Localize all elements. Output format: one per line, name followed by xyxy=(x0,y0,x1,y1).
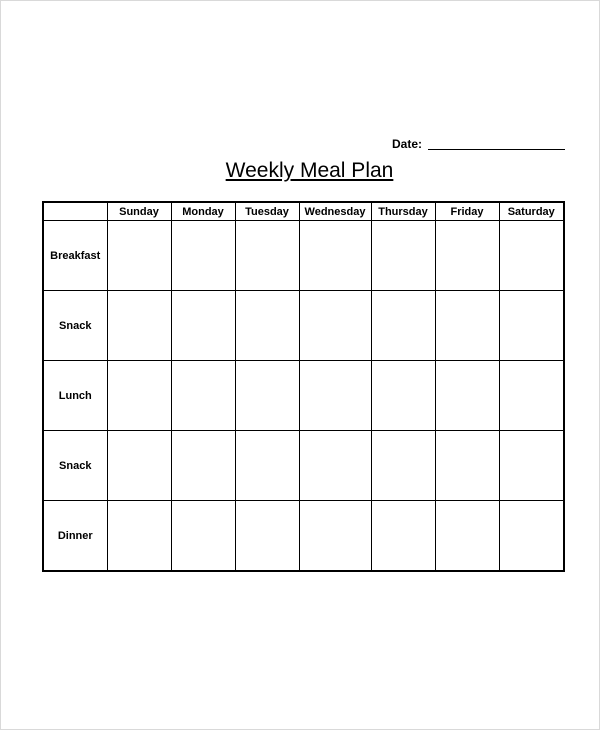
meal-cell[interactable] xyxy=(299,501,371,572)
corner-cell xyxy=(43,202,107,221)
date-blank-line[interactable] xyxy=(428,149,565,150)
meal-cell[interactable] xyxy=(499,291,564,361)
meal-cell[interactable] xyxy=(171,501,235,572)
day-header-thursday: Thursday xyxy=(371,202,435,221)
table-row xyxy=(43,291,564,361)
meal-cell[interactable] xyxy=(235,361,299,431)
meal-cell[interactable] xyxy=(435,221,499,291)
meal-cell[interactable] xyxy=(171,221,235,291)
meal-cell[interactable] xyxy=(299,431,371,501)
meal-cell[interactable] xyxy=(299,291,371,361)
header-row xyxy=(43,202,564,221)
meal-label-snack-2: Snack xyxy=(43,431,107,501)
meal-cell[interactable] xyxy=(107,291,171,361)
meal-cell[interactable] xyxy=(499,221,564,291)
meal-cell[interactable] xyxy=(371,221,435,291)
meal-cell[interactable] xyxy=(299,221,371,291)
table-row xyxy=(43,361,564,431)
meal-cell[interactable] xyxy=(299,361,371,431)
table-row xyxy=(43,431,564,501)
day-header-wednesday: Wednesday xyxy=(299,202,371,221)
day-header-tuesday: Tuesday xyxy=(235,202,299,221)
meal-cell[interactable] xyxy=(435,501,499,572)
meal-cell[interactable] xyxy=(371,361,435,431)
meal-cell[interactable] xyxy=(435,361,499,431)
meal-cell[interactable] xyxy=(107,221,171,291)
day-header-monday: Monday xyxy=(171,202,235,221)
meal-cell[interactable] xyxy=(171,291,235,361)
table-row xyxy=(43,221,564,291)
meal-cell[interactable] xyxy=(371,431,435,501)
date-label: Date: xyxy=(392,137,423,151)
day-header-friday: Friday xyxy=(435,202,499,221)
meal-cell[interactable] xyxy=(499,361,564,431)
meal-label-breakfast: Breakfast xyxy=(43,221,107,291)
meal-cell[interactable] xyxy=(171,361,235,431)
meal-label-dinner: Dinner xyxy=(43,501,107,572)
meal-cell[interactable] xyxy=(107,361,171,431)
meal-cell[interactable] xyxy=(107,501,171,572)
page-title: Weekly Meal Plan xyxy=(225,159,394,182)
meal-cell[interactable] xyxy=(235,221,299,291)
day-header-saturday: Saturday xyxy=(499,202,564,221)
meal-cell[interactable] xyxy=(499,501,564,572)
meal-cell[interactable] xyxy=(371,291,435,361)
date-field xyxy=(392,137,565,151)
meal-plan-table xyxy=(42,201,565,572)
meal-cell[interactable] xyxy=(435,291,499,361)
meal-cell[interactable] xyxy=(171,431,235,501)
meal-label-snack: Snack xyxy=(43,291,107,361)
meal-label-lunch: Lunch xyxy=(43,361,107,431)
meal-cell[interactable] xyxy=(499,431,564,501)
meal-cell[interactable] xyxy=(235,431,299,501)
meal-cell[interactable] xyxy=(371,501,435,572)
meal-cell[interactable] xyxy=(235,291,299,361)
meal-cell[interactable] xyxy=(107,431,171,501)
meal-cell[interactable] xyxy=(235,501,299,572)
table-row xyxy=(43,501,564,572)
meal-cell[interactable] xyxy=(435,431,499,501)
day-header-sunday: Sunday xyxy=(107,202,171,221)
